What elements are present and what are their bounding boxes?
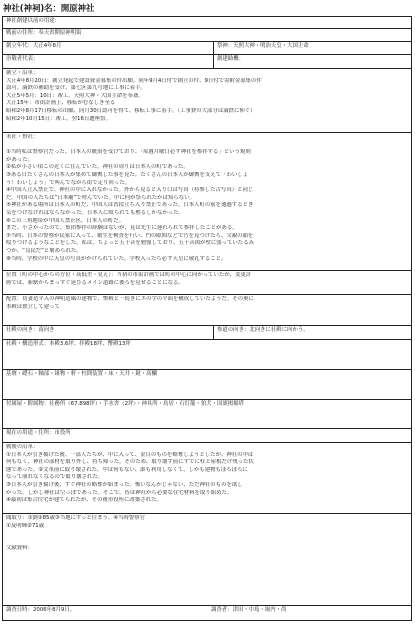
- row-current-use: 現在の用途・住所：市役所: [3, 429, 411, 443]
- text-line: ①及明輝②71歳: [6, 522, 45, 529]
- row-history: [3, 69, 411, 133]
- text-line: う！わいしょう」で叫んでながら街で走り回った。: [6, 179, 130, 186]
- spacer: [6, 530, 408, 538]
- text-line: 大正15年：市街計画上、移転がむなしき至る: [6, 100, 116, 107]
- text-line: ⑥この三角地帯が中国人禁止区、日本人の町だ。: [6, 217, 125, 224]
- text-line: 認可。満鉄の補助を受け、第七区第九号地に工事に着手。: [6, 85, 146, 92]
- approach-cell: 参道の向き：北向きに社殿に向かう。: [213, 326, 411, 339]
- text-line: 昭和2年10月15日：竣工。翌16日遷座祭。: [6, 115, 111, 122]
- row-survey: [3, 606, 411, 620]
- row-end-shrines: [3, 133, 411, 271]
- text-line: なって崩れなくなるので取り壊された。: [6, 474, 104, 481]
- text-line: ④中国人立入禁止で、神社の中に入れなかった。外から見ると入り口は写真（持参した古写真）と同じ: [6, 187, 254, 194]
- founder-cell: 創建勧機：: [213, 55, 411, 68]
- text-line: ④最初は集合住宅が建てられたが、その後市役所に改築された。: [6, 497, 162, 504]
- row-postwar: [3, 443, 411, 514]
- text-line: だ。中国の人たちは“日本廟”で呼んでいた。中に何が祭られたかは知らない。: [6, 194, 195, 201]
- survey-date: 調査日時：2006年8月9日。: [6, 607, 76, 613]
- text-line: かった。しかし神社は空っぽであった。そこで、皆は神社から必要な住宅材料を取り始めた。: [6, 489, 233, 496]
- row-purpose: 神社創建以前の用途：: [3, 17, 411, 29]
- row-facilities: 基壇・礎石・軸部・組物・軒・柱間装置・床・天井・鎹・高欄: [3, 370, 411, 400]
- text-line: 昭和2年8月17日移転の出願、同月30日認可を得て、移転工事に着手。（工事費の大部分は満鉄に仰ぐ）: [6, 107, 256, 114]
- row-grounds: 付属屋・附属物：社務所（67.898坪）・手水舎（2坪）・神具所・鳥居・石灯籠・狛犬・国旗掲揚塔: [3, 400, 411, 429]
- spacer: [6, 142, 408, 150]
- text-line: ①日本人が引き揚げた後、一部人たちが、中に入って、金目のものを略奪しようとしたが、神社の中は: [6, 451, 254, 458]
- worshipper-cell: 崇敬者代表：: [6, 56, 39, 62]
- row-address: 戦前の住所：奉天省開原神明街: [3, 29, 411, 42]
- record-table: [2, 16, 412, 621]
- text-line: まだ、小さかったので、集団参拝の経験はないが、見は先生に連れられて参拝したことがある。: [6, 225, 238, 232]
- text-line: つか、“良民だ”と褒められた。: [6, 247, 82, 254]
- text-line: があった。: [6, 156, 33, 163]
- text-line: 聞取り：①劉②85歳③当地にずっと住まう。④当時警察官: [6, 515, 146, 521]
- spacer: [6, 538, 408, 546]
- text-line: 大正4年8月20日：創立発起で建設資金募集の件出願。同年9月4日付で創立の件、9日付で寄附金募集の件: [6, 77, 262, 84]
- text-line: ⑤神社がある場所は日本人の町だ、中国人は普段立ち入り禁止であった。日本人町の前を通過するとき: [6, 202, 254, 209]
- text-line: 配置：切妻造平入の神明造風の建物で、幣殿と一続きにエの字の平面を構成していたようだ。その奥に: [6, 296, 254, 302]
- text-line: 創立・沿革：: [6, 70, 39, 76]
- text-line: 殴りつけるようなことをした。私は、ちょっと五十音を勉強しており、五十音図が壁に張っていたるみ: [6, 240, 254, 247]
- text-line: ③ある日たくさんの日本人が集めて御輿した事を見た。たくさんの日本人が御輿を支えて「わいしょ: [6, 171, 249, 178]
- text-line: 本殿は独立して建って: [6, 303, 60, 310]
- deity-cell: 祭神：天照大神・明治天皇・大国主命: [213, 42, 411, 54]
- row-structure: 社殿・構造形式：本殿3.6坪、拝殿18坪、幣殿13坪: [3, 340, 411, 370]
- row-location: [3, 271, 411, 295]
- row-sources: [3, 514, 411, 606]
- text-line: ③日本人が引き揚げ後、すぐ神社の略奪が始まった。怖いなんかじゃない、ただ神社のものを欲し: [6, 481, 243, 488]
- surveyors: 調査者：津田・中島・堀内・尚: [211, 607, 287, 613]
- row-founding: [3, 42, 411, 55]
- text-line: 末社・摂社：: [6, 134, 39, 140]
- text-line: 画では、新駅からまっすぐ延びるメイン道路に後ろを見せることになる。: [6, 279, 184, 286]
- row-orientation: [3, 326, 411, 340]
- text-line: ⑦当時、日本の警察が民家に入って、衛生を検査を行い、門の隙間などで汚を見つけたら、父親の顔を: [6, 232, 254, 239]
- text-line: 態であった。②文革前に取り壊された。中は何もない、誰も利用しなくて、しかも建物もぼろぼろに: [6, 466, 248, 473]
- shrine-title: 神社(神祠)名：開原神社: [3, 3, 95, 13]
- text-line: 何もなく、神社の部材を取り外し、持ち帰った。そのため、取り壊す前にすでに柱と屋根だけ残った状: [6, 459, 254, 466]
- text-line: 気をつけなければならなかった。日本人に殴られても黙るしかなかった。: [6, 209, 184, 216]
- row-worshippers: [3, 55, 411, 69]
- text-line: 位置（町の中心からの方位・高低差・見え）：当初の市街計画では町の中心に向かっていたが、変更計: [6, 272, 252, 278]
- text-line: ②私が小さい頃この近くに住んでいた。神社の周りは日本人の町であった。: [6, 164, 189, 171]
- text-line: 大正5年5月：10日：竣工。天照大神・大国主命を奉斎。: [6, 92, 144, 99]
- text-line: 戦後の沿革：: [6, 444, 39, 450]
- row-layout: [3, 295, 411, 326]
- text-line: ①当時私は警察官だった。日本人の統治を受けており、「毎週月曜日必ず神社を参拝する」という規則: [6, 149, 251, 156]
- founded-cell: 創立年代：大正4年8月: [6, 43, 62, 49]
- facing-cell: 社殿の向き：南向き: [6, 327, 55, 333]
- text-line: ⑧当時、学校の中に天皇の写真がかけられていた。学校入ったら必ず天皇に敬礼すること。: [6, 255, 227, 262]
- docs-label: 文献資料：: [6, 545, 33, 552]
